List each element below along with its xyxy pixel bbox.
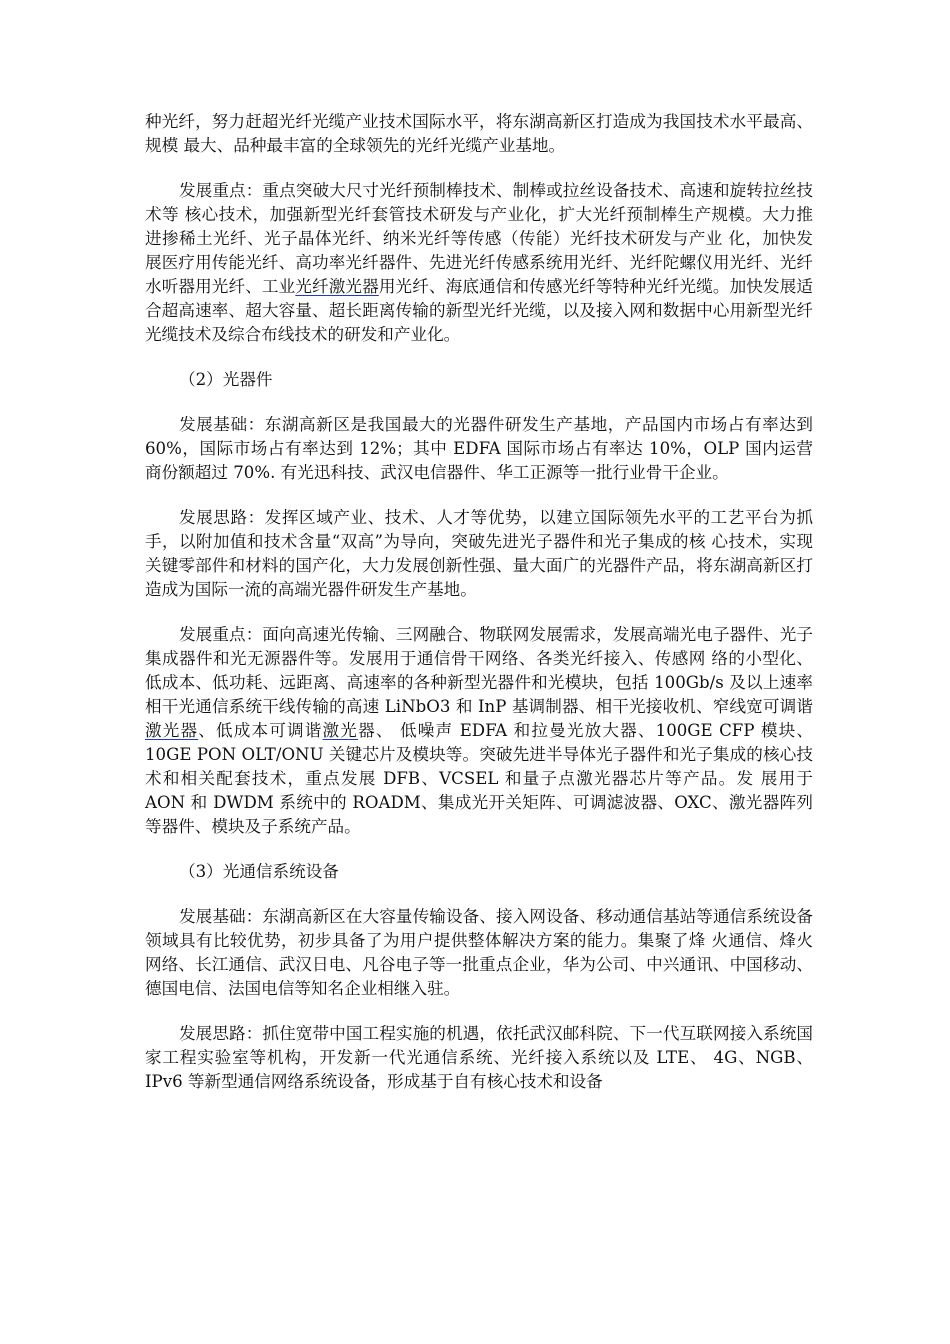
text-segment: 、低成本可调谐 — [198, 721, 323, 740]
paragraph-fiber-goal: 种光纤，努力赶超光纤光缆产业技术国际水平，将东湖高新区打造成为我国技术水平最高、规模 最大、品种最丰富的全球领先的光纤光缆产业基地。 — [145, 112, 813, 155]
section-heading-optical-devices: （2）光器件 — [179, 370, 273, 389]
text-segment: 器、 低噪声 EDFA 和拉曼光放大器、100GE CFP 模块、10GE PON OLT/ONU 关键芯片及模块等。突破先进半导体光子器件和光子集成的核心技术和相关配套技术，重点发展 DFB、VCSEL 和量子点激光器芯片等产品。发 展用于 AON 和 DWDM 系统中的 ROADM、集成光开关矩阵、可调滤波器、OXC、激光器阵列等器件、模块及子系统产品。 — [145, 721, 814, 836]
paragraph-fiber-focus — [145, 179, 813, 347]
text-segment: 发展重点：重点突破大尺寸光纤预制棒技术、制棒或拉丝设备技术、高速和旋转拉丝技术等 核心技术，加强新型光纤套管技术研发与产业化，扩大光纤预制棒生产规模。大力推进掺稀土光纤、光子晶体光纤、纳米光纤等传感（传能）光纤技术研发与产业 化，加快发展医疗用传能光纤、高功率光纤器件、先进光纤传感系统用光纤、光纤陀螺仪用光纤、光纤水听器用光纤、工业 — [145, 181, 813, 296]
section-heading-optical-systems: （3）光通信系统设备 — [179, 862, 339, 881]
text-segment: 发展重点：面向高速光传输、三网融合、物联网发展需求，发展高端光电子器件、光子集成器件和光无源器件等。发展用于通信骨干网络、各类光纤接入、传感网 络的小型化、低成本、低功耗、远距离、高速率的各种新型光器件和光模块，包括 100Gb/s 及以上速率相干光通信系统干线传输的高速 LiNbO3 和 InP 基调制器、相干光接收机、窄线宽可调谐 — [145, 625, 813, 716]
paragraph-systems-basis: 发展基础：东湖高新区在大容量传输设备、接入网设备、移动通信基站等通信系统设备领域具有比较优势，初步具备了为用户提供整体解决方案的能力。集聚了烽 火通信、烽火网络、长江通信、武汉日电、凡谷电子等一批重点企业，华为公司、中兴通讯、中国移动、德国电信、法国电信等知名企业相继入驻。 — [145, 907, 813, 998]
laser-link[interactable]: 激光器 — [145, 721, 199, 740]
paragraph-systems-approach: 发展思路：抓住宽带中国工程实施的机遇，依托武汉邮科院、下一代互联网接入系统国家工程实验室等机构，开发新一代光通信系统、光纤接入系统以及 LTE、 4G、NGB、IPv6 等新型通信网络系统设备，形成基于自有核心技术和设备 — [145, 1024, 813, 1091]
paragraph-devices-focus — [145, 623, 813, 839]
paragraph-devices-basis: 发展基础：东湖高新区是我国最大的光器件研发生产基地，产品国内市场占有率达到 60%，国际市场占有率达到 12%；其中 EDFA 国际市场占有率达 10%，OLP 国内运营商份额超过 70%. 有光迅科技、武汉电信器件、华工正源等一批行业骨干企业。 — [145, 415, 813, 482]
document-page — [145, 110, 813, 1115]
fiber-laser-link[interactable]: 光纤激光器 — [295, 277, 379, 296]
paragraph-devices-approach: 发展思路：发挥区域产业、技术、人才等优势，以建立国际领先水平的工艺平台为抓手，以附加值和技术含量“双高”为导向，突破先进光子器件和光子集成的核 心技术，实现关键零部件和材料的国产化，大力发展创新性强、量大面广的光器件产品，将东湖高新区打造成为国际一流的高端光器件研发生产基地。 — [145, 508, 813, 599]
laser-link-2[interactable]: 激光 — [322, 721, 359, 740]
text-segment: 用光纤、海底通信和传感光纤等特种光纤光缆。加快发展适合超高速率、超大容量、超长距离传输的新型光纤光缆，以及接入网和数据中心用新型光纤光缆技术及综合布线技术的研发和产业化。 — [145, 277, 814, 344]
